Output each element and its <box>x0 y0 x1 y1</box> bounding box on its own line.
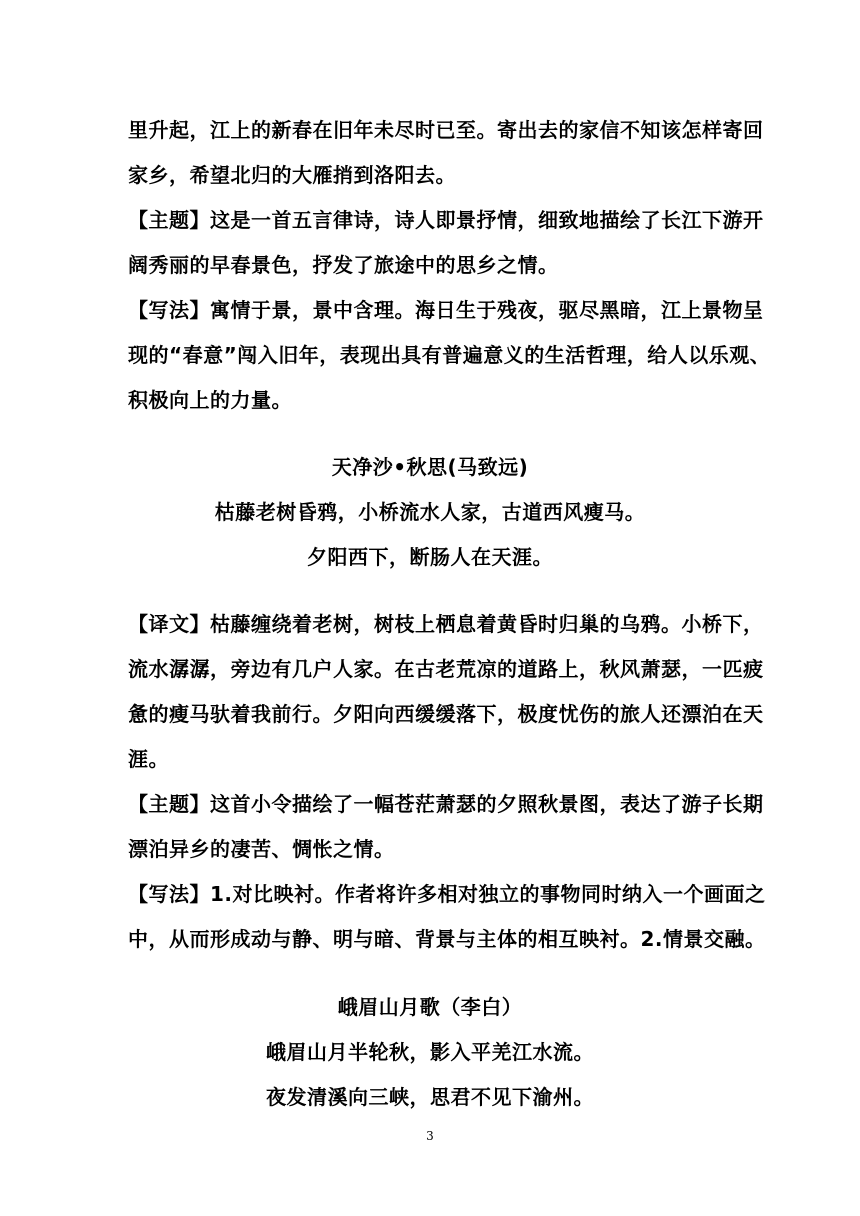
paragraph-line: 【写法】1.对比映衬。作者将许多相对独立的事物同时纳入一个画面之 <box>128 882 766 906</box>
page-number: 3 <box>426 1129 434 1143</box>
paragraph-line: 流水潺潺，旁边有几户人家。在古老荒凉的道路上，秋风萧瑟，一匹疲 <box>128 657 764 681</box>
paragraph-line: 【译文】枯藤缠绕着老树，树枝上栖息着黄昏时归巢的乌鸦。小桥下， <box>128 612 764 636</box>
paragraph-line: 【主题】这是一首五言律诗，诗人即景抒情，细致地描绘了长江下游开 <box>128 208 764 232</box>
paragraph-line: 【主题】这首小令描绘了一幅苍茫萧瑟的夕照秋景图，表达了游子长期 <box>128 792 764 816</box>
paragraph-line: 涯。 <box>128 747 169 771</box>
paragraph-line: 阔秀丽的早春景色，抒发了旅途中的思乡之情。 <box>128 253 559 277</box>
paragraph-line: 里升起，江上的新春在旧年未尽时已至。寄出去的家信不知该怎样寄回 <box>128 118 764 142</box>
paragraph-line: 惫的瘦马驮着我前行。夕阳向西缓缓落下，极度忧伤的旅人还漂泊在天 <box>128 702 764 726</box>
poem-line: 夕阳西下，断肠人在天涯。 <box>307 545 553 569</box>
paragraph-line: 漂泊异乡的凄苦、惆怅之情。 <box>128 837 395 861</box>
poem-line: 夜发清溪向三峡，思君不见下渝州。 <box>266 1085 594 1109</box>
paragraph-line: 积极向上的力量。 <box>128 388 292 412</box>
paragraph-line: 家乡，希望北归的大雁捎到洛阳去。 <box>128 163 456 187</box>
paragraph-line: 中，从而形成动与静、明与暗、背景与主体的相互映衬。2.情景交融。 <box>128 927 766 951</box>
paragraph-line: 【写法】寓情于景，景中含理。海日生于残夜，驱尽黑暗，江上景物呈 <box>128 298 764 322</box>
poem-title: 天净沙•秋思(马致远) <box>331 455 529 479</box>
poem-line: 枯藤老树昏鸦，小桥流水人家，古道西风瘦马。 <box>214 500 646 524</box>
poem-title: 峨眉山月歌（李白） <box>337 995 523 1019</box>
poem-line: 峨眉山月半轮秋，影入平羌江水流。 <box>266 1040 594 1064</box>
paragraph-line: 现的“春意”闯入旧年，表现出具有普遍意义的生活哲理，给人以乐观、 <box>128 343 771 367</box>
